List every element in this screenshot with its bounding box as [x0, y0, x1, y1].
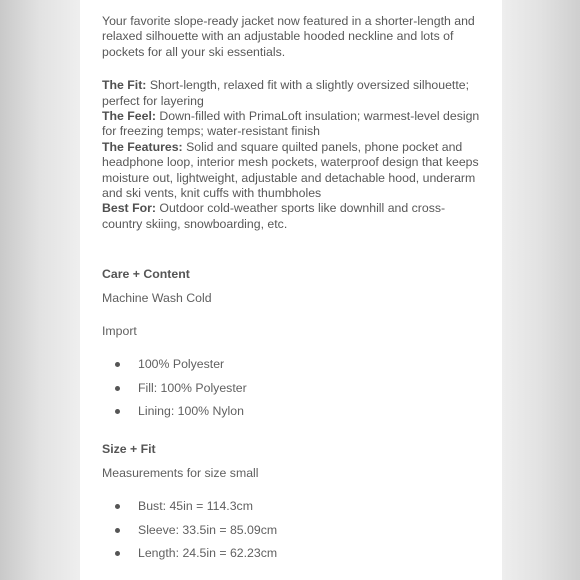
- feel-line: [102, 109, 482, 140]
- bullet-icon: [115, 386, 120, 391]
- measurement-text: Bust: 45in = 114.3cm: [138, 499, 253, 514]
- list-item: [102, 522, 482, 538]
- material-text: Lining: 100% Nylon: [138, 404, 244, 419]
- measurements-list: [102, 498, 482, 561]
- intro-paragraph: Your favorite slope-ready jacket now featured in a shorter-length and relaxed silhouette with an adjustable hooded neckline and lots of pockets for all your ski essentials.: [102, 14, 475, 59]
- bullet-icon: [115, 528, 120, 533]
- material-text: 100% Polyester: [138, 357, 225, 372]
- list-item: [102, 380, 482, 396]
- features-line: [102, 140, 482, 202]
- origin-text: Import: [102, 324, 137, 339]
- fit-line: [102, 78, 482, 109]
- measurement-text: Sleeve: 33.5in = 85.09cm: [138, 522, 278, 537]
- care-content-heading: Care + Content: [102, 267, 190, 282]
- bullet-icon: [115, 551, 120, 556]
- best-for-text: Outdoor cold-weather sports like downhill and cross-country skiing, snowboarding, etc.: [102, 201, 446, 231]
- materials-list: [102, 356, 482, 419]
- measurement-text: Length: 24.5in = 62.23cm: [138, 546, 278, 561]
- product-description-card: [80, 0, 502, 580]
- bullet-icon: [115, 362, 120, 367]
- feel-label: The Feel:: [102, 109, 156, 124]
- bullet-icon: [115, 409, 120, 414]
- list-item: [102, 403, 482, 419]
- fit-text: Short-length, relaxed fit with a slightly oversized silhouette; perfect for layering: [102, 78, 470, 108]
- feel-text: Down-filled with PrimaLoft insulation; warmest-level design for freezing temps; water-resistant finish: [102, 109, 480, 139]
- fit-label: The Fit:: [102, 78, 147, 93]
- size-subtitle: Measurements for size small: [102, 466, 259, 481]
- list-item: [102, 356, 482, 372]
- list-item: [102, 498, 482, 514]
- bullet-icon: [115, 504, 120, 509]
- best-for-label: Best For:: [102, 201, 156, 216]
- size-fit-heading: Size + Fit: [102, 442, 156, 457]
- best-for-line: [102, 201, 482, 232]
- material-text: Fill: 100% Polyester: [138, 380, 247, 395]
- wash-instructions: Machine Wash Cold: [102, 291, 212, 306]
- features-label: The Features:: [102, 139, 183, 154]
- features-text: Solid and square quilted panels, phone pocket and headphone loop, interior mesh pockets, waterproof design that keeps moisture out, lightweight, adjustable and detachable hood, underarm and ski vents, knit cuffs with thumbholes: [102, 139, 479, 201]
- features-block: [102, 78, 482, 232]
- list-item: [102, 545, 482, 561]
